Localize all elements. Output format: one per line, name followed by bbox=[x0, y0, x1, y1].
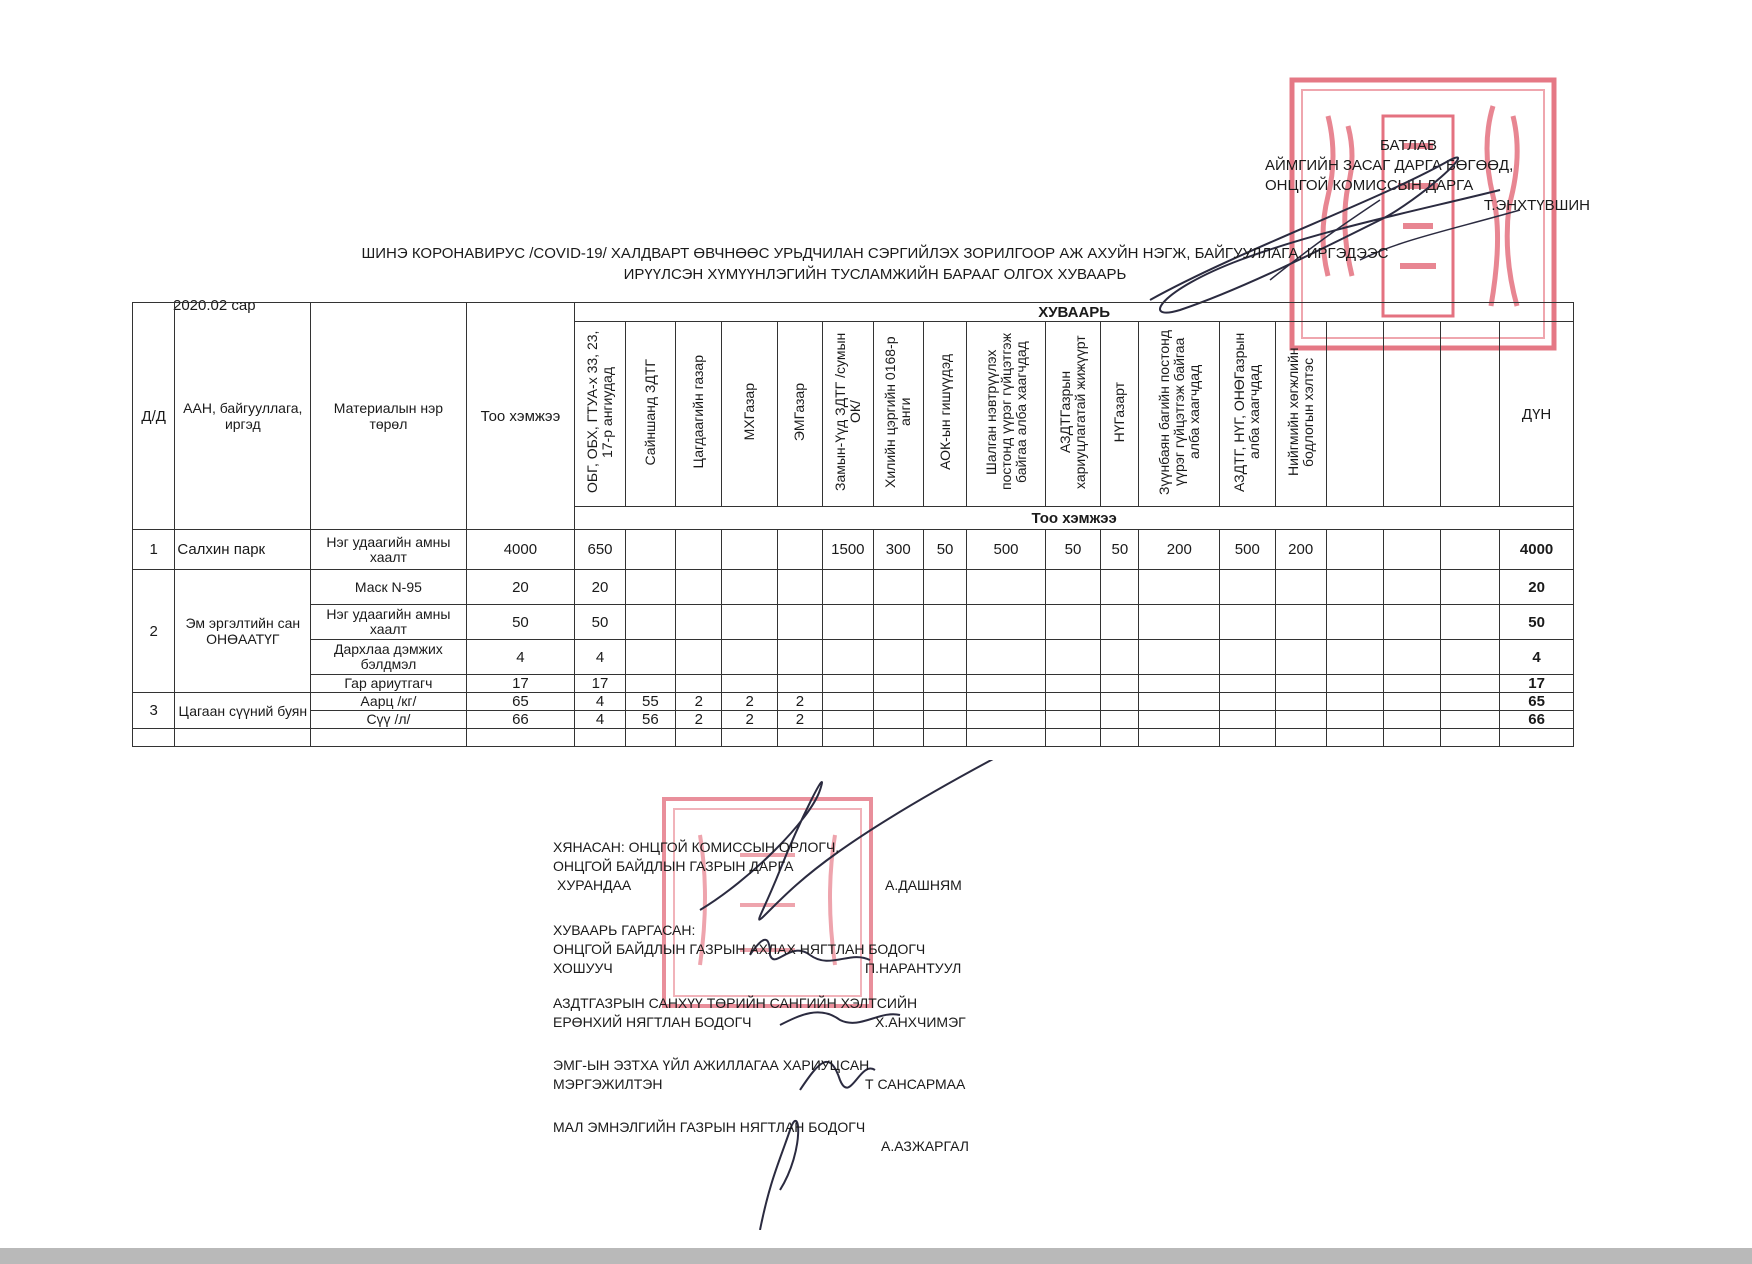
table-row bbox=[133, 640, 1574, 675]
row-allocation bbox=[1326, 693, 1383, 711]
scan-edge bbox=[0, 1248, 1752, 1264]
row-material: Нэг удаагийн амны хаалт bbox=[311, 530, 466, 570]
title-line-1: ШИНЭ КОРОНАВИРУС /COVID-19/ ХАЛДВАРТ ӨВЧНӨӨС УРЬДЧИЛАН СЭРГИЙЛЭХ ЗОРИЛГООР АЖ АХУЙН НЭГЖ, БАЙГУУЛЛАГА, ИРГЭДЭЭС bbox=[361, 245, 1389, 262]
row-allocation bbox=[967, 605, 1046, 640]
empty-cell bbox=[777, 729, 822, 747]
row-allocation bbox=[967, 675, 1046, 693]
column-header-label: ЭМГазар bbox=[791, 382, 808, 442]
row-material: Сүү /л/ bbox=[311, 711, 466, 729]
row-allocation bbox=[1045, 570, 1100, 605]
row-allocation bbox=[873, 711, 923, 729]
column-header-8 bbox=[923, 322, 966, 507]
row-material: Аарц /кг/ bbox=[311, 693, 466, 711]
row-allocation bbox=[676, 605, 722, 640]
row-allocation bbox=[625, 570, 675, 605]
column-header-9 bbox=[967, 322, 1046, 507]
row-quantity: 20 bbox=[466, 570, 575, 605]
empty-cell bbox=[1101, 729, 1139, 747]
column-header-4 bbox=[722, 322, 777, 507]
row-total: 65 bbox=[1500, 693, 1574, 711]
document-title bbox=[250, 243, 1500, 285]
column-header-16 bbox=[1384, 322, 1440, 507]
empty-cell bbox=[923, 729, 966, 747]
row-allocation bbox=[1045, 693, 1100, 711]
row-allocation bbox=[1384, 605, 1440, 640]
approval-label: БАТЛАВ bbox=[1380, 137, 1438, 154]
row-allocation bbox=[1326, 530, 1383, 570]
row-allocation bbox=[1440, 605, 1499, 640]
header-material: Материалын нэр төрөл bbox=[311, 303, 466, 530]
row-allocation bbox=[1101, 711, 1139, 729]
row-allocation bbox=[777, 530, 822, 570]
row-allocation bbox=[722, 605, 777, 640]
row-allocation bbox=[923, 693, 966, 711]
row-quantity: 4000 bbox=[466, 530, 575, 570]
row-allocation: 20 bbox=[575, 570, 625, 605]
empty-cell bbox=[1384, 729, 1440, 747]
column-header-14 bbox=[1275, 322, 1326, 507]
row-allocation bbox=[1045, 605, 1100, 640]
row-material: Нэг удаагийн амны хаалт bbox=[311, 605, 466, 640]
column-header-label: Шалган нэвтрүүлэх постонд үүрэг гүйцэтгэж байгаа алба хаагчдад bbox=[982, 333, 1029, 491]
row-allocation bbox=[1220, 711, 1275, 729]
signature-specialist bbox=[553, 1056, 966, 1094]
row-allocation bbox=[676, 570, 722, 605]
row-allocation bbox=[1101, 675, 1139, 693]
empty-cell bbox=[133, 729, 175, 747]
row-allocation bbox=[1045, 711, 1100, 729]
empty-cell bbox=[1500, 729, 1574, 747]
row-allocation bbox=[676, 530, 722, 570]
empty-cell bbox=[1139, 729, 1220, 747]
row-allocation bbox=[967, 693, 1046, 711]
row-allocation bbox=[1220, 640, 1275, 675]
row-total: 4 bbox=[1500, 640, 1574, 675]
signature-vet bbox=[553, 1118, 969, 1156]
empty-cell bbox=[823, 729, 873, 747]
signature-treasury-line-1: АЗДТГАЗРЫН САНХҮҮ ТӨРИЙН САНГИЙН ХЭЛТСИЙН bbox=[553, 995, 918, 1011]
row-allocation bbox=[823, 640, 873, 675]
row-allocation bbox=[777, 675, 822, 693]
column-header-12 bbox=[1139, 322, 1220, 507]
empty-cell bbox=[1045, 729, 1100, 747]
column-header-label: МХГазар bbox=[741, 383, 758, 441]
table-row bbox=[133, 693, 1574, 711]
row-quantity: 50 bbox=[466, 605, 575, 640]
row-allocation: 50 bbox=[1045, 530, 1100, 570]
row-number: 1 bbox=[133, 530, 175, 570]
row-allocation bbox=[1220, 605, 1275, 640]
empty-cell bbox=[466, 729, 575, 747]
row-allocation bbox=[676, 675, 722, 693]
row-allocation bbox=[873, 675, 923, 693]
header-qty-row: Тоо хэмжээ bbox=[575, 507, 1574, 530]
column-header-label: Замын-Үүд ЗДТГ /сумын ОК/ bbox=[831, 332, 863, 492]
empty-cell bbox=[1275, 729, 1326, 747]
row-allocation bbox=[722, 675, 777, 693]
row-allocation bbox=[722, 640, 777, 675]
row-allocation: 500 bbox=[967, 530, 1046, 570]
row-allocation bbox=[1326, 570, 1383, 605]
row-allocation bbox=[967, 711, 1046, 729]
row-allocation bbox=[722, 570, 777, 605]
column-header-6 bbox=[823, 322, 873, 507]
row-allocation bbox=[1275, 570, 1326, 605]
row-allocation bbox=[1101, 570, 1139, 605]
empty-cell bbox=[575, 729, 625, 747]
empty-cell bbox=[1326, 729, 1383, 747]
row-allocation bbox=[625, 530, 675, 570]
empty-cell bbox=[625, 729, 675, 747]
empty-cell bbox=[873, 729, 923, 747]
row-allocation bbox=[923, 605, 966, 640]
header-qty: Тоо хэмжээ bbox=[466, 303, 575, 530]
column-header-2 bbox=[625, 322, 675, 507]
row-allocation bbox=[625, 605, 675, 640]
row-allocation bbox=[1275, 675, 1326, 693]
row-allocation bbox=[676, 640, 722, 675]
row-allocation bbox=[1326, 711, 1383, 729]
row-allocation: 50 bbox=[923, 530, 966, 570]
row-allocation bbox=[823, 675, 873, 693]
row-allocation: 4 bbox=[575, 711, 625, 729]
row-allocation bbox=[625, 640, 675, 675]
signature-specialist-line-1: ЭМГ-ЫН ЭЗТХА ҮЙЛ АЖИЛЛАГАА ХАРИУЦСАН bbox=[553, 1057, 870, 1073]
row-allocation: 50 bbox=[1101, 530, 1139, 570]
empty-cell bbox=[1220, 729, 1275, 747]
row-allocation bbox=[823, 605, 873, 640]
row-allocation bbox=[1220, 693, 1275, 711]
row-quantity: 65 bbox=[466, 693, 575, 711]
signature-block bbox=[553, 838, 969, 1156]
row-allocation: 2 bbox=[777, 711, 822, 729]
column-header-1 bbox=[575, 322, 625, 507]
row-allocation bbox=[1139, 605, 1220, 640]
row-allocation: 55 bbox=[625, 693, 675, 711]
row-allocation bbox=[1440, 693, 1499, 711]
signature-prepared-line-1: ХУВААРЬ ГАРГАСАН: bbox=[553, 922, 696, 938]
empty-cell bbox=[722, 729, 777, 747]
signature-prepared-line-2: ОНЦГОЙ БАЙДЛЫН ГАЗРЫН АХЛАХ НЯГТЛАН БОДОГЧ bbox=[553, 941, 926, 957]
row-allocation bbox=[777, 570, 822, 605]
row-allocation bbox=[1220, 675, 1275, 693]
row-allocation bbox=[777, 640, 822, 675]
row-number: 3 bbox=[133, 693, 175, 729]
row-allocation bbox=[1101, 693, 1139, 711]
column-header-11 bbox=[1101, 322, 1139, 507]
row-allocation bbox=[823, 711, 873, 729]
column-header-label: Цагдаагийн газар bbox=[690, 355, 707, 469]
signature-prepared-line-3: ХОШУУЧ bbox=[553, 960, 613, 976]
row-material: Гар ариутгагч bbox=[311, 675, 466, 693]
row-allocation bbox=[1101, 605, 1139, 640]
column-header-label: ОБГ, ОБХ, ГТУА-х 33, 23, 17-р ангиудад bbox=[584, 330, 615, 494]
row-allocation bbox=[625, 675, 675, 693]
row-allocation bbox=[1045, 640, 1100, 675]
row-material: Маск N-95 bbox=[311, 570, 466, 605]
title-line-2: ИРҮҮЛСЭН ХҮМҮҮНЛЭГИЙН ТУСЛАМЖИЙН БАРААГ ОЛГОХ ХУВААРЬ bbox=[623, 266, 1127, 283]
signature-reviewed bbox=[553, 838, 962, 895]
column-header-3 bbox=[676, 322, 722, 507]
signature-prepared-name: П.НАРАНТУУЛ bbox=[865, 960, 962, 976]
approval-position-2: ОНЦГОЙ КОМИССЫН ДАРГА bbox=[1265, 177, 1474, 194]
row-allocation bbox=[1326, 605, 1383, 640]
signature-reviewed-line-3: ХУРАНДАА bbox=[557, 877, 632, 893]
document-date: 2020.02 сар bbox=[173, 297, 256, 314]
table-row bbox=[133, 570, 1574, 605]
column-header-total: ДҮН bbox=[1500, 322, 1574, 507]
row-allocation: 200 bbox=[1275, 530, 1326, 570]
row-total: 4000 bbox=[1500, 530, 1574, 570]
row-allocation: 2 bbox=[722, 711, 777, 729]
table-row bbox=[133, 605, 1574, 640]
row-allocation bbox=[873, 693, 923, 711]
column-header-label: НҮГазарт bbox=[1111, 381, 1128, 443]
empty-cell bbox=[1440, 729, 1499, 747]
table-row bbox=[133, 711, 1574, 729]
column-header-10 bbox=[1045, 322, 1100, 507]
column-header-label: АОК-ын гишүүдэд bbox=[936, 354, 953, 470]
empty-cell bbox=[311, 729, 466, 747]
row-allocation: 2 bbox=[777, 693, 822, 711]
row-allocation: 500 bbox=[1220, 530, 1275, 570]
row-allocation: 17 bbox=[575, 675, 625, 693]
column-header-label: АЗДТГ, НҮГ, ОНӨГазрын алба хаагчдад bbox=[1231, 332, 1263, 492]
empty-cell bbox=[676, 729, 722, 747]
row-allocation bbox=[1384, 570, 1440, 605]
column-header-label: Зүүнбаян багийн постонд үүрэг гүйцэтгэж байгаа алба хаагчдад bbox=[1155, 329, 1202, 495]
row-allocation bbox=[1440, 640, 1499, 675]
row-allocation bbox=[823, 693, 873, 711]
row-material: Дархлаа дэмжих бэлдмэл bbox=[311, 640, 466, 675]
row-allocation bbox=[1220, 570, 1275, 605]
row-allocation bbox=[722, 530, 777, 570]
row-allocation bbox=[923, 675, 966, 693]
table-row bbox=[133, 530, 1574, 570]
row-organization: Цагаан сүүний буян bbox=[175, 693, 311, 729]
row-allocation bbox=[1139, 693, 1220, 711]
row-total: 20 bbox=[1500, 570, 1574, 605]
column-header-label: Нийгмийн хөгжлийн бодлогын хэлтэс bbox=[1284, 347, 1316, 477]
row-allocation: 1500 bbox=[823, 530, 873, 570]
signature-reviewed-name: А.ДАШНЯМ bbox=[885, 877, 962, 893]
row-quantity: 66 bbox=[466, 711, 575, 729]
signature-vet-line-1: МАЛ ЭМНЭЛГИЙН ГАЗРЫН НЯГТЛАН БОДОГЧ bbox=[553, 1119, 866, 1135]
header-schedule: ХУВААРЬ bbox=[575, 303, 1574, 322]
row-allocation bbox=[1139, 640, 1220, 675]
row-allocation bbox=[1440, 711, 1499, 729]
row-organization: Эм эргэлтийн сан ОНӨААТҮГ bbox=[175, 570, 311, 693]
row-allocation bbox=[923, 711, 966, 729]
approval-name: Т.ЭНХТҮВШИН bbox=[1483, 197, 1590, 214]
row-allocation bbox=[1045, 675, 1100, 693]
signature-prepared bbox=[553, 921, 962, 978]
row-allocation: 650 bbox=[575, 530, 625, 570]
row-allocation bbox=[1326, 675, 1383, 693]
row-allocation: 4 bbox=[575, 640, 625, 675]
signature-treasury-name: Х.АНХЧИМЭГ bbox=[875, 1014, 966, 1030]
column-header-13 bbox=[1220, 322, 1275, 507]
row-allocation bbox=[823, 570, 873, 605]
row-allocation: 2 bbox=[722, 693, 777, 711]
row-total: 66 bbox=[1500, 711, 1574, 729]
row-allocation bbox=[1275, 693, 1326, 711]
row-allocation bbox=[1101, 640, 1139, 675]
row-allocation bbox=[1139, 675, 1220, 693]
header-no: Д/Д bbox=[133, 303, 175, 530]
row-allocation bbox=[873, 640, 923, 675]
signature-specialist-line-2: МЭРГЭЖИЛТЭН bbox=[553, 1076, 663, 1092]
row-total: 17 bbox=[1500, 675, 1574, 693]
row-allocation bbox=[1275, 711, 1326, 729]
row-allocation: 300 bbox=[873, 530, 923, 570]
column-header-15 bbox=[1326, 322, 1383, 507]
row-quantity: 17 bbox=[466, 675, 575, 693]
row-allocation bbox=[873, 605, 923, 640]
row-allocation bbox=[923, 640, 966, 675]
row-allocation bbox=[967, 640, 1046, 675]
signature-reviewed-line-1: ХЯНАСАН: ОНЦГОЙ КОМИССЫН ОРЛОГЧ, bbox=[553, 839, 840, 855]
signature-reviewed-line-2: ОНЦГОЙ БАЙДЛЫН ГАЗРЫН ДАРГА bbox=[553, 858, 794, 874]
row-allocation bbox=[1384, 640, 1440, 675]
row-number: 2 bbox=[133, 570, 175, 693]
table-row bbox=[133, 675, 1574, 693]
signature-treasury-line-2: ЕРӨНХИЙ НЯГТЛАН БОДОГЧ bbox=[553, 1014, 752, 1030]
row-total: 50 bbox=[1500, 605, 1574, 640]
row-allocation bbox=[1326, 640, 1383, 675]
row-allocation: 4 bbox=[575, 693, 625, 711]
empty-cell bbox=[175, 729, 311, 747]
row-allocation bbox=[873, 570, 923, 605]
row-allocation bbox=[1384, 693, 1440, 711]
signature-specialist-name: Т САНСАРМАА bbox=[865, 1076, 966, 1092]
column-header-label: Сайншанд ЗДТГ bbox=[641, 358, 658, 466]
row-allocation bbox=[1275, 605, 1326, 640]
row-allocation bbox=[923, 570, 966, 605]
row-allocation bbox=[967, 570, 1046, 605]
row-allocation bbox=[1384, 675, 1440, 693]
row-allocation bbox=[1139, 711, 1220, 729]
row-organization: Салхин парк bbox=[175, 530, 311, 570]
table-row-empty bbox=[133, 729, 1574, 747]
approval-position: АЙМГИЙН ЗАСАГ ДАРГА БӨГӨӨД, bbox=[1265, 157, 1514, 174]
row-allocation bbox=[1384, 530, 1440, 570]
row-quantity: 4 bbox=[466, 640, 575, 675]
distribution-table bbox=[132, 302, 1574, 747]
column-header-label: АЗДТГазрын хариуцлагатай жижүүрт bbox=[1057, 335, 1088, 489]
column-header-5 bbox=[777, 322, 822, 507]
table-body bbox=[133, 530, 1574, 747]
column-header-7 bbox=[873, 322, 923, 507]
row-allocation: 56 bbox=[625, 711, 675, 729]
column-header-label: Хилийн цэргийн 0168-р анги bbox=[882, 336, 914, 488]
signature-treasury bbox=[553, 994, 966, 1032]
row-allocation: 2 bbox=[676, 711, 722, 729]
empty-cell bbox=[967, 729, 1046, 747]
row-allocation bbox=[1275, 640, 1326, 675]
row-allocation: 200 bbox=[1139, 530, 1220, 570]
header-org: ААН, байгууллага, иргэд bbox=[175, 303, 311, 530]
row-allocation: 2 bbox=[676, 693, 722, 711]
row-allocation bbox=[1139, 570, 1220, 605]
signature-vet-name: А.АЗЖАРГАЛ bbox=[881, 1138, 969, 1154]
row-allocation bbox=[1440, 530, 1499, 570]
row-allocation bbox=[1440, 675, 1499, 693]
row-allocation: 50 bbox=[575, 605, 625, 640]
column-header-17 bbox=[1440, 322, 1499, 507]
row-allocation bbox=[777, 605, 822, 640]
row-allocation bbox=[1440, 570, 1499, 605]
row-allocation bbox=[1384, 711, 1440, 729]
